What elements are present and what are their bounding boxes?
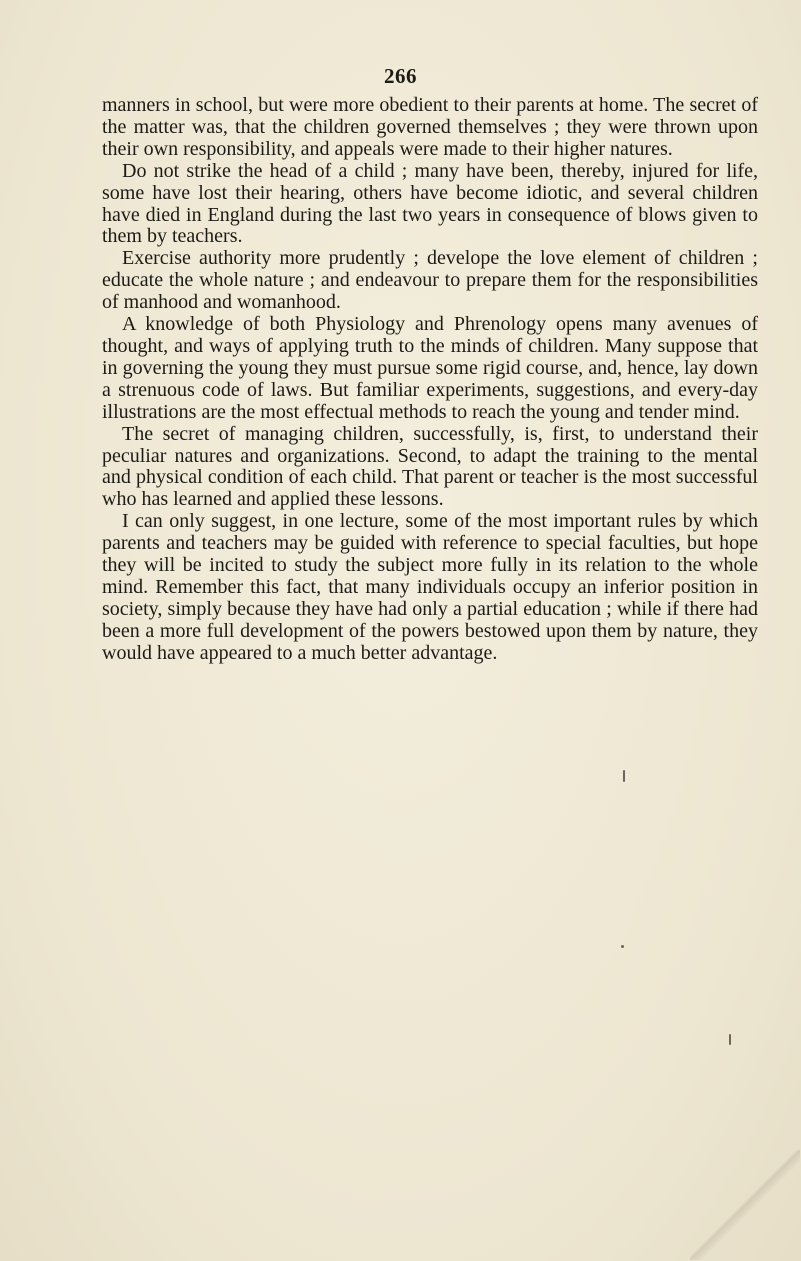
paragraph: A knowledge of both Physiology and Phrenology opens many avenues of thought, and ways of applying truth to the minds of children. Many suppose that in governing the young they must pursue some rigid course, and, hence, lay down a strenuous code of laws. But familiar experiments, suggestions, and every-day illustrations are the most effectual methods to reach the young and tender mind. — [102, 313, 758, 423]
ink-speck — [729, 1034, 731, 1045]
paragraph: I can only suggest, in one lecture, some of the most important rules by which parents and teachers may be guided with reference to special faculties, but hope they will be incited to study the subject more fully in its relation to the whole mind. Remember this fact, that many individuals occupy an inferior position in society, simply because they have had only a partial education ; while if there had been a more full development of the powers bestowed upon them by nature, they would have appeared to a much better advantage. — [102, 510, 758, 664]
ink-speck — [623, 770, 625, 782]
paragraph: The secret of managing children, successfully, is, first, to understand their peculiar natures and organizations. Second, to adapt the training to the mental and physical condition of each child. That parent or teacher is the most successful who has learned and applied these lessons. — [102, 422, 758, 511]
paper-crease — [690, 1150, 800, 1260]
body-text — [102, 95, 758, 665]
paragraph: Exercise authority more prudently ; develope the love element of children ; educate the whole nature ; and endeavour to prepare them for the responsibilities of manhood and womanhood. — [102, 247, 758, 314]
paragraph: Do not strike the head of a child ; many have been, thereby, injured for life, some have lost their hearing, others have become idiotic, and several children have died in England during the last two years in consequence of blows given to them by teachers. — [102, 159, 758, 248]
page-number: 266 — [384, 64, 417, 88]
ink-speck — [621, 945, 624, 948]
paragraph: manners in school, but were more obedient to their parents at home. The secret of the matter was, that the children governed themselves ; they were thrown upon their own responsibility, and appeals were made to their higher natures. — [102, 94, 758, 160]
